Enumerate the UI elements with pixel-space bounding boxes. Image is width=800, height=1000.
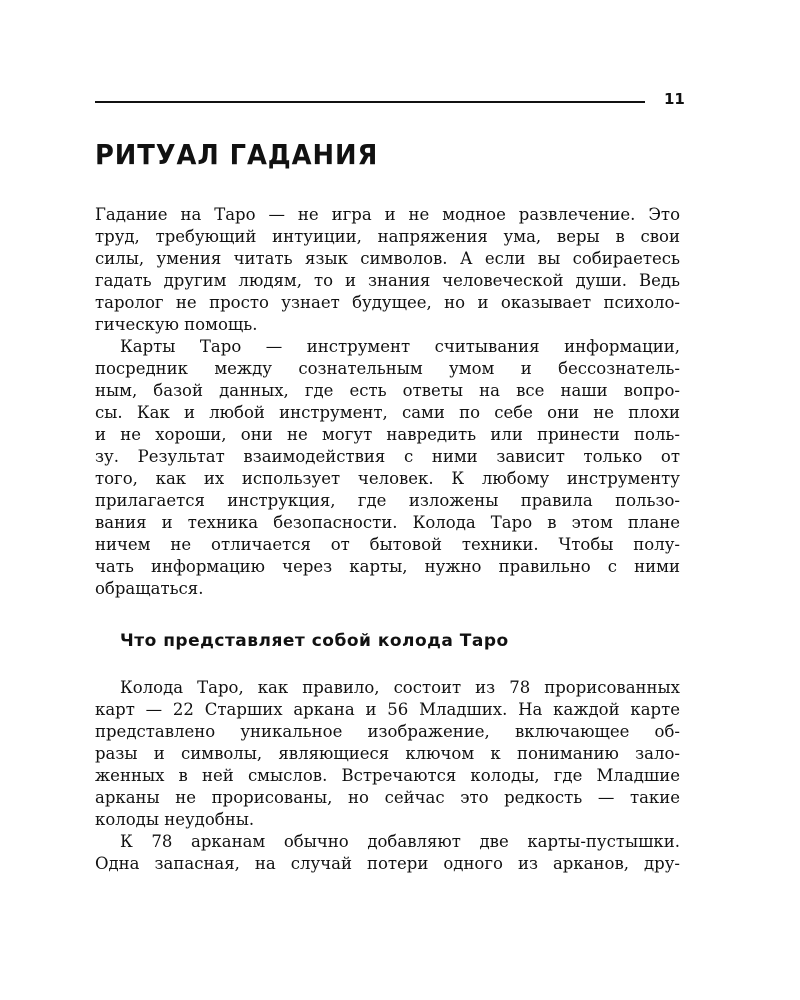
paragraph-line: ным, базой данных, где есть ответы на все наши вопро-	[95, 381, 680, 400]
section-title: Что представляет собой колода Таро	[120, 631, 509, 651]
paragraph-line: гическую помощь.	[95, 315, 258, 334]
paragraph-line: разы и символы, являющиеся ключом к пониманию зало-	[95, 744, 680, 763]
paragraph-line: труд, требующий интуиции, напряжения ума, веры в свои	[95, 227, 680, 246]
paragraph-line: К 78 арканам обычно добавляют две карты-пустышки.	[120, 832, 680, 851]
page-number: 11	[664, 90, 685, 108]
paragraph-line: ничем не отличается от бытовой техники. Чтобы полу-	[95, 535, 680, 554]
paragraph-line: и не хороши, они не могут навредить или принести поль-	[95, 425, 680, 444]
body-text-part-1	[95, 204, 680, 600]
paragraph-deck-composition	[95, 677, 680, 831]
paragraph-line: обращаться.	[95, 579, 204, 598]
paragraph-line: Одна запасная, на случай потери одного из арканов, дру-	[95, 854, 680, 873]
paragraph-tarot-instrument	[95, 336, 680, 600]
chapter-title: РИТУАЛ ГАДАНИЯ	[95, 138, 379, 171]
paragraph-line: таролог не просто узнает будущее, но и оказывает психоло-	[95, 293, 680, 312]
paragraph-line: женных в ней смыслов. Встречаются колоды, где Младшие	[95, 766, 680, 785]
paragraph-line: силы, умения читать язык символов. А если вы собираетесь	[95, 249, 680, 268]
header-rule	[95, 101, 645, 103]
paragraph-line: прилагается инструкция, где изложены правила пользо-	[95, 491, 680, 510]
paragraph-blank-cards	[95, 831, 680, 875]
paragraph-line: посредник между сознательным умом и бессознатель-	[95, 359, 680, 378]
paragraph-line: колоды неудобны.	[95, 810, 255, 829]
paragraph-line: того, как их использует человек. К любому инструменту	[95, 469, 680, 488]
paragraph-line: Гадание на Таро — не игра и не модное развлечение. Это	[95, 205, 680, 224]
paragraph-line: Карты Таро — инструмент считывания информации,	[120, 337, 680, 356]
paragraph-line: арканы не прорисованы, но сейчас это редкость — такие	[95, 788, 680, 807]
paragraph-line: Колода Таро, как правило, состоит из 78 прорисованных	[120, 678, 680, 697]
paragraph-line: представлено уникальное изображение, включающее об-	[95, 722, 680, 741]
body-text-part-2	[95, 677, 680, 875]
paragraph-line: чать информацию через карты, нужно правильно с ними	[95, 557, 680, 576]
paragraph-line: карт — 22 Старших аркана и 56 Младших. На каждой карте	[95, 700, 680, 719]
paragraph-line: вания и техника безопасности. Колода Таро в этом плане	[95, 513, 680, 532]
paragraph-line: сы. Как и любой инструмент, сами по себе они не плохи	[95, 403, 680, 422]
paragraph-line: зу. Результат взаимодействия с ними зависит только от	[95, 447, 680, 466]
paragraph-line: гадать другим людям, то и знания человеческой души. Ведь	[95, 271, 680, 290]
paragraph-intro	[95, 204, 680, 336]
